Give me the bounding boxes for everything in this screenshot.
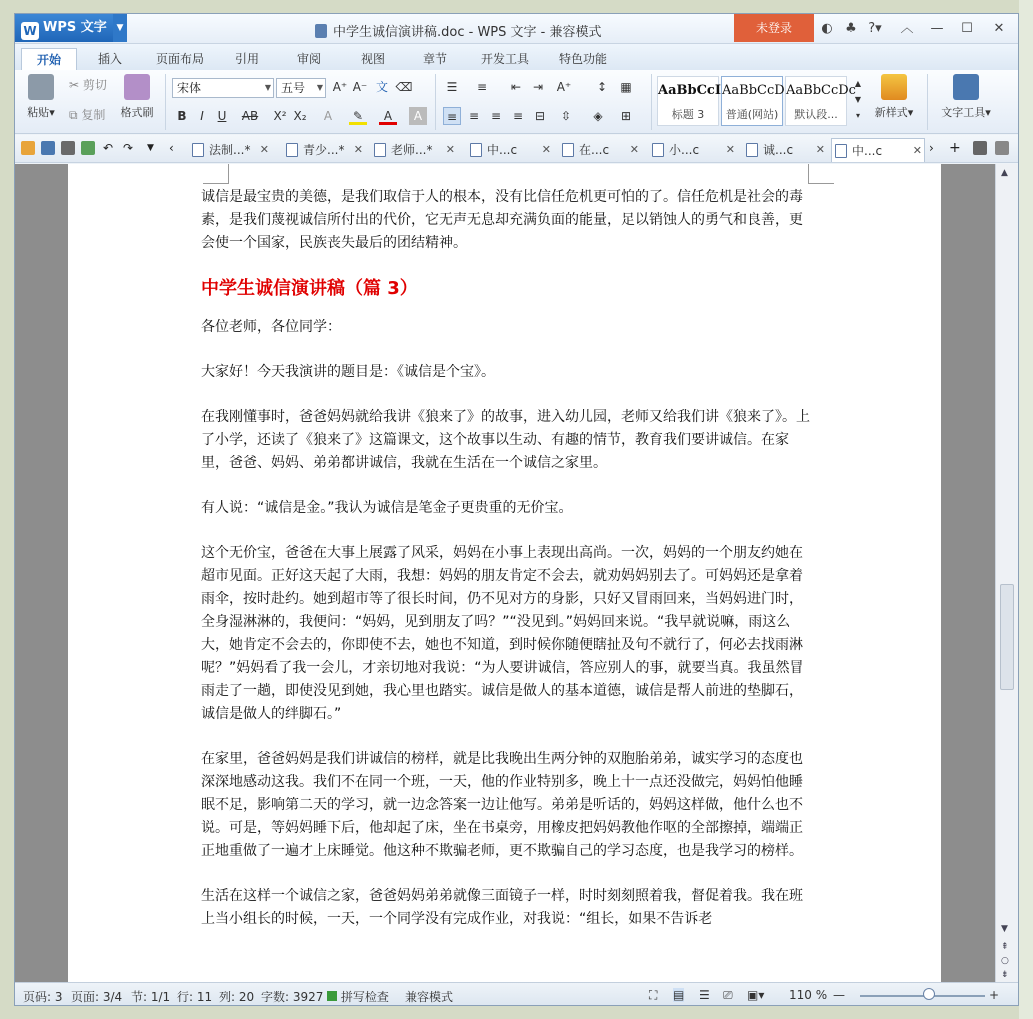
compat-mode-label: 兼容模式 xyxy=(405,990,454,1004)
table-icon[interactable]: ▦ xyxy=(620,80,632,94)
phonetic-guide-icon[interactable]: 文 xyxy=(375,80,388,94)
doc-tab[interactable] xyxy=(467,138,553,162)
tab-scroll-right-icon[interactable]: › xyxy=(929,141,934,155)
doc-tab-label: 老师... xyxy=(391,143,427,157)
fullscreen-view-icon[interactable]: ⛶ xyxy=(649,988,658,1002)
status-section: 节: 1/1 xyxy=(131,990,171,1004)
paragraph: 在家里，爸爸妈妈是我们讲诚信的榜样，就是比我晚出生两分钟的双胞胎弟弟，诚实学习的态度也深深地感动这我。我们不在同一个班，一天，他的作业特别多，晚上十一点还没做完，妈妈怕他睡眠不足，影响第二天的学习，就一边念答案一边让他写。弟弟是听话的，妈妈这样做，他什么也不说。可是，等妈妈睡下后，他却起了床，坐在书桌旁，用橡皮把妈妈教他作呕的全部擦掉，端端正正地重做了一遍才上床睡觉。他这种不欺骗老师，更不欺骗自己的学习态度，也是我学习的榜样。 xyxy=(201,751,803,859)
document-page[interactable] xyxy=(68,164,941,982)
tab-chapter[interactable]: 章节 xyxy=(422,52,447,66)
style-preview: AaBbCcDc xyxy=(786,83,856,98)
web-view-icon[interactable]: ⎚ xyxy=(723,988,733,1002)
scrollbar-thumb[interactable] xyxy=(1000,584,1014,690)
doc-tab-label: 诚...c xyxy=(763,143,794,157)
highlight-icon[interactable]: ✎ xyxy=(349,107,367,125)
style-label: 标题 3 xyxy=(671,108,705,121)
align-left-icon[interactable]: ≡ xyxy=(443,107,461,125)
ribbon xyxy=(15,70,1019,134)
paragraph: 这个无价宝，爸爸在大事上展露了风采，妈妈在小事上表现出高尚。一次，妈妈的一个朋友约她在超市见面。正好这天起了大雨，我想：妈妈的朋友肯定不会去，就劝妈妈别去了。可妈妈还是拿着雨伞，按时赴约。她到超市等了很长时间，仍不见对方的身影，只好又冒雨回来，当妈妈进门时，全身湿淋淋的，我便问：“妈妈，见到朋友了吗？”“没见到。”妈妈回来说。“我早就说嘛，雨这么大，她肯定不会去的，你即使不去，她也不知道，到时候你随便瞎扯及句不就行了，何必去找雨淋呢？”妈妈看了我一会儿，才亲切地对我说：“为人要讲诚信，答应别人的事，就要当真。我虽然冒雨走了一趟，即使没见到她，我心里也踏实。诚信是做人的基本道德，诚信是帮人前进的垫脚石，诚信是做人的绊脚石。” xyxy=(201,545,804,722)
ribbon-separator xyxy=(927,74,928,130)
wps-logo-icon: W xyxy=(21,22,39,40)
tab-home[interactable]: 开始 xyxy=(21,48,77,70)
section-heading: 中学生诚信演讲稿（篇 3） xyxy=(201,278,418,299)
font-size-select[interactable] xyxy=(276,78,326,98)
paragraph: 有人说：“诚信是金。”我认为诚信是笔金子更贵重的无价宝。 xyxy=(201,500,573,516)
print-preview-icon[interactable] xyxy=(81,141,95,155)
doc-icon xyxy=(286,143,298,157)
window-title-text: 中学生诚信演讲稿.doc - WPS 文字 - 兼容模式 xyxy=(333,25,602,40)
copy-button[interactable]: ⧉ 复制 xyxy=(69,108,106,122)
text-tools-label: 文字工具 xyxy=(941,106,986,119)
shading-icon[interactable]: ◈ xyxy=(593,109,603,123)
close-icon[interactable]: ✕ xyxy=(445,143,455,156)
spell-check-label: 拼写检查 xyxy=(340,990,389,1004)
tab-page-layout[interactable]: 页面布局 xyxy=(155,52,204,66)
close-icon[interactable]: ✕ xyxy=(259,143,269,156)
tab-list-icon[interactable] xyxy=(973,141,987,155)
paragraph: 大家好！今天我演讲的题目是：《诚信是个宝》。 xyxy=(201,364,495,380)
maximize-icon[interactable]: ☐ xyxy=(961,21,973,36)
new-style-button[interactable]: 新样式▾ xyxy=(865,74,923,120)
doc-icon xyxy=(374,143,386,157)
cut-label: 剪切 xyxy=(82,78,107,92)
tab-references[interactable]: 引用 xyxy=(234,52,259,66)
text-direction-icon[interactable]: A⁺ xyxy=(556,80,572,94)
text-tools-icon xyxy=(953,74,979,100)
close-icon[interactable]: ✕ xyxy=(815,143,825,156)
status-pages[interactable]: 页面: 3/4 xyxy=(71,990,123,1004)
justify-icon[interactable]: ≡ xyxy=(512,109,524,123)
zoom-slider-handle[interactable] xyxy=(923,988,935,1000)
decrease-indent-icon[interactable]: ⇤ xyxy=(510,80,522,94)
outline-view-icon[interactable]: ☰ xyxy=(699,988,710,1002)
doc-tab-label: 在...c xyxy=(579,143,610,157)
close-icon[interactable]: ✕ xyxy=(629,143,639,156)
font-size-value: 五号 xyxy=(281,81,306,95)
tab-insert[interactable]: 插入 xyxy=(97,52,122,66)
bullets-icon[interactable]: ☰ xyxy=(446,80,458,94)
check-icon xyxy=(327,991,337,1001)
scroll-up-icon[interactable]: ▲ xyxy=(1001,168,1008,178)
style-label: 默认段... xyxy=(794,108,838,121)
vertical-scrollbar[interactable] xyxy=(995,164,1019,982)
style-normal-web[interactable] xyxy=(721,76,783,126)
superscript-icon[interactable]: X² xyxy=(273,109,287,123)
save-icon[interactable] xyxy=(41,141,55,155)
zoom-value[interactable]: 110 % xyxy=(789,988,828,1002)
format-painter-label: 格式刷 xyxy=(120,106,154,119)
chevron-down-icon: ▼ xyxy=(316,83,323,92)
cut-button[interactable]: ✂ 剪切 xyxy=(69,78,107,92)
status-page-number[interactable]: 页码: 3 xyxy=(23,990,63,1004)
prev-page-icon[interactable]: ⇞ xyxy=(1001,942,1009,952)
desktop-background xyxy=(1019,0,1033,1019)
undo-icon[interactable]: ↶ xyxy=(103,141,114,155)
minimize-icon[interactable]: — xyxy=(930,21,944,36)
shrink-font-icon[interactable]: A⁻ xyxy=(352,80,368,94)
line-spacing-icon[interactable]: ⇳ xyxy=(560,109,572,123)
paragraph: 各位老师，各位同学： xyxy=(201,319,341,335)
styles-scroll-icon[interactable]: ▲ ▼ ▾ xyxy=(854,79,862,120)
app-menu-button[interactable] xyxy=(15,14,127,42)
ribbon-separator xyxy=(435,74,436,130)
paragraph: 生活在这样一个诚信之家，爸爸妈妈弟弟就像三面镜子一样，时时刻刻照着我，督促着我。我在班上当小组长的时候，一天，一个同学没有完成作业，对我说：“组长，如果不告诉老 xyxy=(201,888,803,927)
format-painter-button[interactable] xyxy=(117,74,157,120)
close-icon[interactable]: ✕ xyxy=(912,144,922,157)
doc-tab[interactable]: 法制...* ✕ xyxy=(189,138,271,162)
style-preview: AaBbCcD xyxy=(722,83,785,98)
close-icon[interactable]: ✕ xyxy=(541,143,551,156)
window-title xyxy=(315,21,601,40)
ribbon-separator xyxy=(165,74,166,130)
wps-window xyxy=(14,13,1019,1006)
zoom-out-icon[interactable]: — xyxy=(833,988,845,1002)
doc-icon xyxy=(470,143,482,157)
doc-file-icon xyxy=(315,24,327,38)
doc-icon xyxy=(652,143,664,157)
spell-check-toggle[interactable] xyxy=(327,988,389,1005)
brush-icon xyxy=(124,74,150,100)
new-style-icon xyxy=(881,74,907,100)
status-column: 列: 20 xyxy=(219,990,255,1004)
chevron-down-icon: ▼ xyxy=(264,83,271,92)
doc-tab-label: 青少... xyxy=(303,143,339,157)
strikethrough-icon[interactable]: AB xyxy=(241,109,259,123)
close-icon[interactable]: ✕ xyxy=(725,143,735,156)
print-icon[interactable] xyxy=(61,141,75,155)
new-tab-icon[interactable]: + xyxy=(949,140,961,156)
next-page-icon[interactable]: ⇟ xyxy=(1001,970,1009,980)
font-name-select[interactable] xyxy=(172,78,274,98)
menu-bar xyxy=(15,44,1019,70)
skin-icon[interactable]: ◐ xyxy=(821,21,833,36)
status-word-count[interactable]: 字数: 3927 xyxy=(261,990,324,1004)
tab-special-features[interactable]: 特色功能 xyxy=(558,52,607,66)
redo-icon[interactable]: ↷ xyxy=(123,141,134,155)
doc-tab-label: 小...c xyxy=(669,143,700,157)
doc-tab-label: 中...c xyxy=(487,143,518,157)
tab-scroll-left-icon[interactable]: ‹ xyxy=(169,141,174,155)
doc-tab[interactable]: 青少...* ✕ xyxy=(283,138,365,162)
doc-icon xyxy=(192,143,204,157)
scroll-down-icon[interactable]: ▼ xyxy=(1001,924,1008,934)
subscript-icon[interactable]: X₂ xyxy=(293,109,307,123)
align-center-icon[interactable]: ≡ xyxy=(468,109,480,123)
tab-view[interactable]: 视图 xyxy=(360,52,385,66)
paragraph: 诚信是最宝贵的美德，是我们取信于人的根本，没有比信任危机更可怕的了。信任危机是社会的毒素，是我们蔑视诚信所付出的代价，它无声无息却充满负面的能量，足以销蚀人的勇气和良善，更会使一个国家，民族丧失最后的团结精神。 xyxy=(201,189,803,251)
doc-tab[interactable] xyxy=(649,138,737,162)
style-default-paragraph[interactable] xyxy=(785,76,856,126)
font-color-icon[interactable]: A xyxy=(379,107,397,125)
customize-quick-access-icon[interactable]: ▼ xyxy=(147,143,154,153)
app-name: WPS 文字 xyxy=(43,20,107,35)
bold-icon[interactable]: B xyxy=(177,109,187,123)
new-style-label: 新样式 xyxy=(874,106,908,119)
doc-icon xyxy=(835,144,847,158)
style-preview: AaBbCcI xyxy=(658,83,721,98)
doc-icon xyxy=(562,143,574,157)
quick-access-and-doc-tabs xyxy=(15,135,1019,163)
window-mode-icon[interactable] xyxy=(995,141,1009,155)
status-row: 行: 11 xyxy=(177,990,213,1004)
tab-developer[interactable]: 开发工具 xyxy=(480,52,529,66)
paste-button[interactable]: 粘贴▾ xyxy=(21,74,61,120)
ribbon-separator xyxy=(651,74,652,130)
reading-view-icon[interactable]: ▣▾ xyxy=(747,988,765,1002)
app-menu-chevron-icon[interactable]: ▼ xyxy=(113,14,127,42)
align-right-icon[interactable]: ≡ xyxy=(490,109,502,123)
distribute-icon[interactable]: ⊟ xyxy=(534,109,546,123)
close-icon[interactable]: ✕ xyxy=(993,21,1005,36)
title-bar xyxy=(15,14,1019,44)
copy-label: 复制 xyxy=(81,108,106,122)
status-bar xyxy=(15,982,1019,1006)
open-icon[interactable] xyxy=(21,141,35,155)
close-icon[interactable]: ✕ xyxy=(353,143,363,156)
collapse-ribbon-icon[interactable]: ︿ xyxy=(900,21,914,36)
paste-label: 粘贴 xyxy=(27,106,50,119)
underline-icon[interactable]: U xyxy=(217,109,227,123)
doc-icon xyxy=(746,143,758,157)
clipboard-icon xyxy=(28,74,54,100)
text-effect-icon[interactable]: A xyxy=(323,109,333,123)
help-icon[interactable]: ?▾ xyxy=(868,21,882,36)
increase-indent-icon[interactable]: ⇥ xyxy=(532,80,544,94)
shirt-icon[interactable]: ♣ xyxy=(845,21,857,36)
login-button[interactable]: 未登录 xyxy=(734,14,814,42)
crop-mark xyxy=(808,164,834,184)
doc-tab[interactable] xyxy=(559,138,641,162)
doc-tab-active[interactable] xyxy=(831,138,925,162)
zoom-in-icon[interactable]: + xyxy=(989,988,1000,1002)
document-body[interactable] xyxy=(201,186,811,953)
italic-icon[interactable]: I xyxy=(200,109,204,123)
paragraph: 在我刚懂事时，爸爸妈妈就给我讲《狼来了》的故事，进入幼儿园，老师又给我们讲《狼来了》。上了小学，还读了《狼来了》这篇课文，这个故事以生动、有趣的情节，教育我们要讲诚信。在家里，爸爸、妈妈、弟弟都讲诚信，我就在生活在一个诚信之家里。 xyxy=(201,409,810,471)
document-area xyxy=(15,164,995,982)
char-shading-icon[interactable]: A xyxy=(409,107,427,125)
sort-icon[interactable]: ↕ xyxy=(596,80,608,94)
doc-tab[interactable]: 老师...* ✕ xyxy=(371,138,457,162)
tab-review[interactable]: 审阅 xyxy=(296,52,321,66)
font-name-value: 宋体 xyxy=(177,81,202,95)
text-tools-button[interactable]: 文字工具▾ xyxy=(933,74,999,120)
page-view-icon[interactable]: ▤ xyxy=(673,988,685,1002)
crop-mark xyxy=(203,164,229,184)
doc-tab[interactable] xyxy=(743,138,827,162)
select-browse-icon[interactable]: ○ xyxy=(1001,956,1009,966)
doc-tab-label: 法制... xyxy=(209,143,245,157)
numbering-icon[interactable]: ≡ xyxy=(476,80,488,94)
borders-icon[interactable]: ⊞ xyxy=(620,109,632,123)
grow-font-icon[interactable]: A⁺ xyxy=(332,80,348,94)
style-label: 普通(网站) xyxy=(725,108,779,121)
doc-tab-label: 中...c xyxy=(852,144,883,158)
style-heading3[interactable] xyxy=(657,76,719,126)
clear-format-icon[interactable]: ⌫ xyxy=(395,80,413,94)
